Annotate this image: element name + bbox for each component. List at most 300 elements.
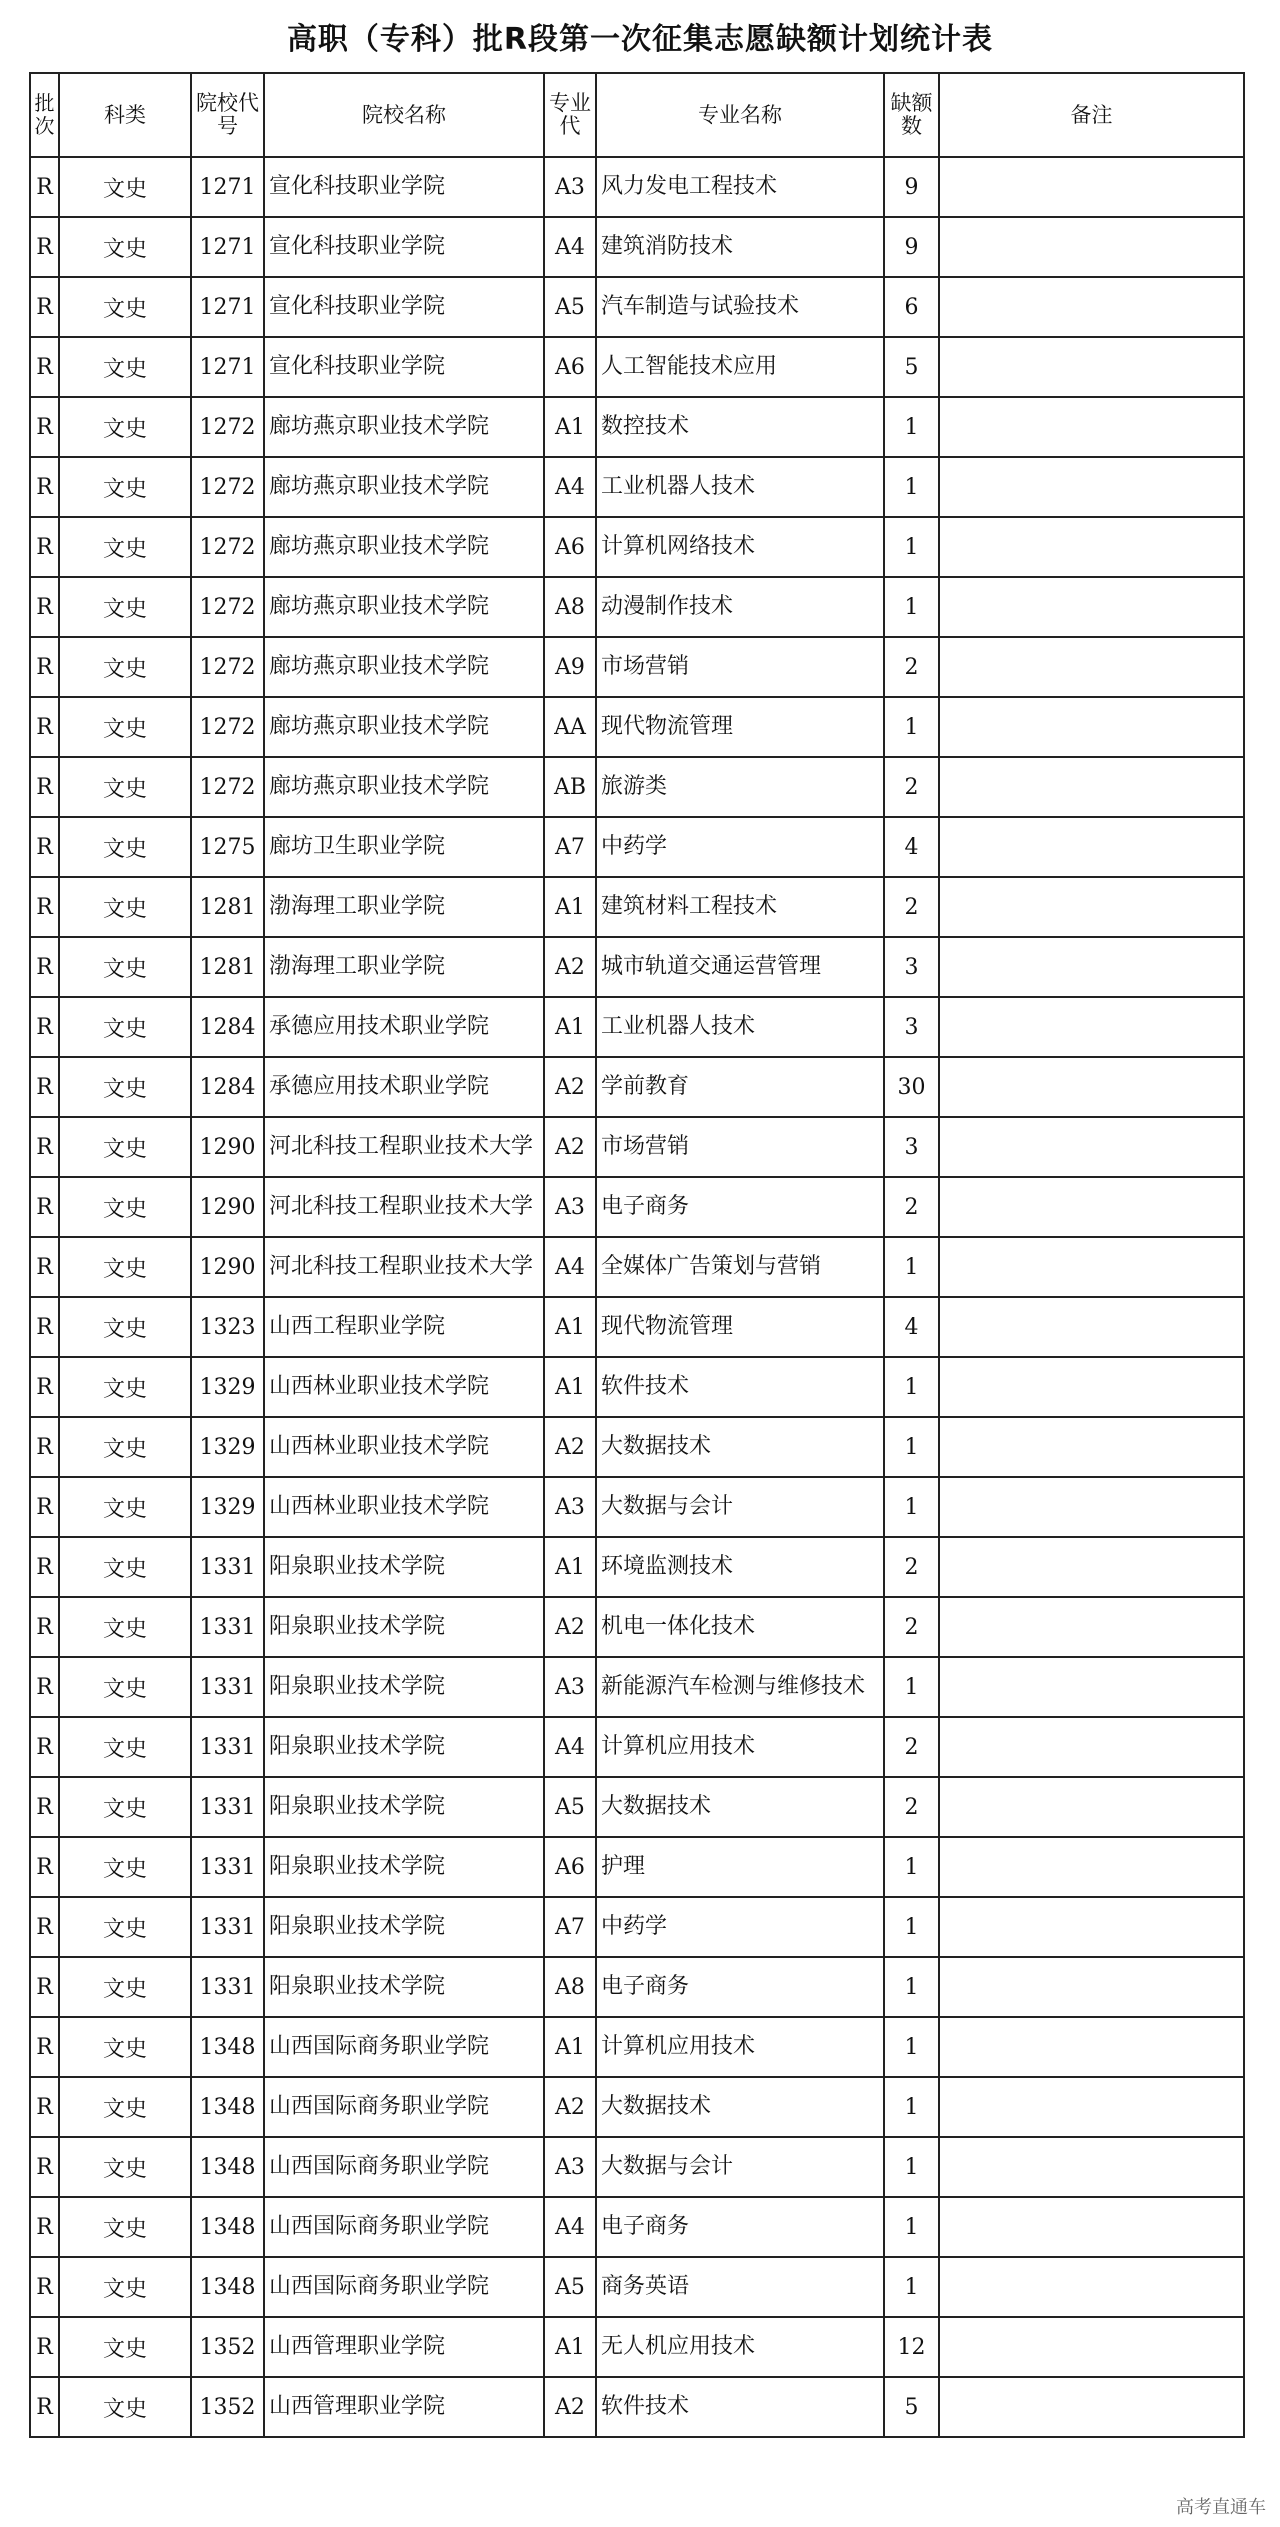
table-row [30, 2137, 1244, 2197]
cell-major-code: A5 [544, 2257, 596, 2317]
cell-vacancy: 2 [884, 877, 939, 937]
cell-category: 文史 [59, 457, 191, 517]
cell-category: 文史 [59, 2197, 191, 2257]
cell-major-name: 风力发电工程技术 [596, 157, 884, 217]
cell-major-code: A4 [544, 217, 596, 277]
cell-note [939, 397, 1244, 457]
cell-category: 文史 [59, 1537, 191, 1597]
cell-note [939, 1717, 1244, 1777]
cell-major-code: A3 [544, 157, 596, 217]
cell-major-name: 大数据技术 [596, 1777, 884, 1837]
cell-note [939, 1357, 1244, 1417]
table-row [30, 577, 1244, 637]
cell-vacancy: 5 [884, 2377, 939, 2437]
table-row [30, 517, 1244, 577]
cell-batch: R [30, 697, 59, 757]
cell-school-code: 1329 [191, 1417, 264, 1477]
cell-school-name: 山西国际商务职业学院 [264, 2077, 544, 2137]
cell-batch: R [30, 457, 59, 517]
cell-school-code: 1352 [191, 2377, 264, 2437]
cell-school-name: 山西国际商务职业学院 [264, 2197, 544, 2257]
cell-vacancy: 9 [884, 157, 939, 217]
cell-category: 文史 [59, 817, 191, 877]
cell-major-code: A3 [544, 1477, 596, 1537]
header-category: 科类 [59, 73, 191, 157]
cell-vacancy: 1 [884, 2197, 939, 2257]
cell-school-name: 山西林业职业技术学院 [264, 1357, 544, 1417]
cell-note [939, 1897, 1244, 1957]
cell-batch: R [30, 877, 59, 937]
table-row [30, 2017, 1244, 2077]
cell-category: 文史 [59, 877, 191, 937]
cell-school-code: 1331 [191, 1597, 264, 1657]
cell-school-name: 阳泉职业技术学院 [264, 1777, 544, 1837]
cell-school-code: 1271 [191, 277, 264, 337]
cell-vacancy: 1 [884, 517, 939, 577]
cell-vacancy: 12 [884, 2317, 939, 2377]
cell-note [939, 637, 1244, 697]
cell-category: 文史 [59, 997, 191, 1057]
table-row [30, 1897, 1244, 1957]
cell-major-code: A3 [544, 2137, 596, 2197]
cell-school-name: 廊坊燕京职业技术学院 [264, 517, 544, 577]
cell-batch: R [30, 1897, 59, 1957]
cell-school-code: 1271 [191, 337, 264, 397]
cell-vacancy: 2 [884, 1537, 939, 1597]
cell-batch: R [30, 2197, 59, 2257]
cell-major-name: 无人机应用技术 [596, 2317, 884, 2377]
cell-major-code: A2 [544, 1057, 596, 1117]
cell-batch: R [30, 1717, 59, 1777]
cell-school-code: 1331 [191, 1897, 264, 1957]
cell-note [939, 157, 1244, 217]
header-note: 备注 [939, 73, 1244, 157]
cell-major-name: 现代物流管理 [596, 697, 884, 757]
table-row [30, 1837, 1244, 1897]
cell-major-name: 工业机器人技术 [596, 997, 884, 1057]
cell-category: 文史 [59, 1477, 191, 1537]
table-body [30, 157, 1244, 2437]
cell-batch: R [30, 1477, 59, 1537]
cell-vacancy: 2 [884, 637, 939, 697]
cell-major-name: 计算机应用技术 [596, 2017, 884, 2077]
cell-note [939, 997, 1244, 1057]
cell-school-name: 廊坊燕京职业技术学院 [264, 757, 544, 817]
cell-school-code: 1272 [191, 577, 264, 637]
cell-school-name: 河北科技工程职业技术大学 [264, 1177, 544, 1237]
cell-school-code: 1290 [191, 1237, 264, 1297]
cell-vacancy: 3 [884, 1117, 939, 1177]
header-school: 院校名称 [264, 73, 544, 157]
cell-major-name: 软件技术 [596, 1357, 884, 1417]
table-row [30, 1777, 1244, 1837]
cell-note [939, 937, 1244, 997]
cell-batch: R [30, 637, 59, 697]
cell-category: 文史 [59, 397, 191, 457]
cell-category: 文史 [59, 757, 191, 817]
cell-major-name: 数控技术 [596, 397, 884, 457]
cell-batch: R [30, 1657, 59, 1717]
cell-school-name: 山西国际商务职业学院 [264, 2257, 544, 2317]
cell-major-name: 计算机应用技术 [596, 1717, 884, 1777]
table-row [30, 1237, 1244, 1297]
cell-batch: R [30, 1597, 59, 1657]
table-row [30, 1537, 1244, 1597]
cell-school-code: 1290 [191, 1177, 264, 1237]
cell-batch: R [30, 517, 59, 577]
cell-major-code: A6 [544, 337, 596, 397]
cell-category: 文史 [59, 637, 191, 697]
table-row [30, 217, 1244, 277]
cell-batch: R [30, 817, 59, 877]
cell-batch: R [30, 757, 59, 817]
cell-school-name: 承德应用技术职业学院 [264, 997, 544, 1057]
cell-note [939, 817, 1244, 877]
cell-school-code: 1348 [191, 2137, 264, 2197]
cell-major-name: 建筑材料工程技术 [596, 877, 884, 937]
cell-vacancy: 1 [884, 1897, 939, 1957]
cell-major-name: 商务英语 [596, 2257, 884, 2317]
cell-note [939, 1657, 1244, 1717]
cell-note [939, 1117, 1244, 1177]
table-row [30, 1597, 1244, 1657]
cell-note [939, 1297, 1244, 1357]
cell-major-name: 护理 [596, 1837, 884, 1897]
cell-school-code: 1348 [191, 2017, 264, 2077]
header-major-code: 专业代 [544, 73, 596, 157]
table-row [30, 1477, 1244, 1537]
cell-major-code: A7 [544, 1897, 596, 1957]
cell-category: 文史 [59, 1057, 191, 1117]
cell-school-code: 1290 [191, 1117, 264, 1177]
table-row [30, 1297, 1244, 1357]
cell-major-name: 环境监测技术 [596, 1537, 884, 1597]
cell-major-code: A2 [544, 1117, 596, 1177]
cell-category: 文史 [59, 2377, 191, 2437]
cell-batch: R [30, 2137, 59, 2197]
cell-note [939, 337, 1244, 397]
table-row [30, 937, 1244, 997]
cell-vacancy: 4 [884, 1297, 939, 1357]
cell-vacancy: 1 [884, 397, 939, 457]
cell-vacancy: 2 [884, 1177, 939, 1237]
cell-major-name: 建筑消防技术 [596, 217, 884, 277]
cell-school-code: 1272 [191, 757, 264, 817]
table-row [30, 637, 1244, 697]
table-row [30, 817, 1244, 877]
cell-note [939, 1417, 1244, 1477]
cell-category: 文史 [59, 157, 191, 217]
cell-vacancy: 1 [884, 1417, 939, 1477]
cell-major-code: A8 [544, 577, 596, 637]
cell-school-code: 1331 [191, 1837, 264, 1897]
cell-school-name: 山西管理职业学院 [264, 2377, 544, 2437]
cell-note [939, 877, 1244, 937]
cell-school-name: 阳泉职业技术学院 [264, 1897, 544, 1957]
table-row [30, 277, 1244, 337]
table-row [30, 1717, 1244, 1777]
cell-major-name: 大数据与会计 [596, 1477, 884, 1537]
cell-school-name: 阳泉职业技术学院 [264, 1957, 544, 2017]
cell-major-name: 机电一体化技术 [596, 1597, 884, 1657]
cell-major-code: A1 [544, 2317, 596, 2377]
cell-major-code: AB [544, 757, 596, 817]
cell-major-name: 新能源汽车检测与维修技术 [596, 1657, 884, 1717]
table-row [30, 877, 1244, 937]
table-row [30, 2197, 1244, 2257]
cell-major-name: 电子商务 [596, 1957, 884, 2017]
cell-school-code: 1331 [191, 1717, 264, 1777]
cell-major-name: 电子商务 [596, 2197, 884, 2257]
cell-category: 文史 [59, 1897, 191, 1957]
cell-major-code: A4 [544, 1717, 596, 1777]
cell-major-name: 汽车制造与试验技术 [596, 277, 884, 337]
cell-school-name: 廊坊燕京职业技术学院 [264, 457, 544, 517]
cell-school-code: 1284 [191, 997, 264, 1057]
cell-major-code: AA [544, 697, 596, 757]
cell-school-name: 阳泉职业技术学院 [264, 1597, 544, 1657]
cell-note [939, 1537, 1244, 1597]
cell-note [939, 577, 1244, 637]
cell-note [939, 1777, 1244, 1837]
cell-note [939, 757, 1244, 817]
cell-major-code: A5 [544, 277, 596, 337]
cell-school-code: 1348 [191, 2197, 264, 2257]
cell-major-name: 全媒体广告策划与营销 [596, 1237, 884, 1297]
cell-school-name: 承德应用技术职业学院 [264, 1057, 544, 1117]
cell-major-code: A4 [544, 2197, 596, 2257]
cell-vacancy: 1 [884, 1237, 939, 1297]
cell-category: 文史 [59, 517, 191, 577]
cell-category: 文史 [59, 1597, 191, 1657]
cell-vacancy: 1 [884, 1357, 939, 1417]
cell-note [939, 1177, 1244, 1237]
cell-school-name: 山西管理职业学院 [264, 2317, 544, 2377]
table-row [30, 1117, 1244, 1177]
cell-major-code: A6 [544, 517, 596, 577]
cell-note [939, 1057, 1244, 1117]
cell-major-name: 旅游类 [596, 757, 884, 817]
cell-school-code: 1272 [191, 397, 264, 457]
cell-batch: R [30, 1297, 59, 1357]
cell-category: 文史 [59, 2257, 191, 2317]
cell-major-code: A1 [544, 997, 596, 1057]
cell-vacancy: 1 [884, 2077, 939, 2137]
cell-major-code: A2 [544, 937, 596, 997]
table-row [30, 1057, 1244, 1117]
table-row [30, 697, 1244, 757]
table-row [30, 2377, 1244, 2437]
cell-batch: R [30, 1117, 59, 1177]
cell-batch: R [30, 277, 59, 337]
cell-batch: R [30, 1837, 59, 1897]
cell-major-code: A4 [544, 457, 596, 517]
cell-batch: R [30, 2077, 59, 2137]
cell-major-code: A1 [544, 877, 596, 937]
cell-major-name: 工业机器人技术 [596, 457, 884, 517]
cell-batch: R [30, 2017, 59, 2077]
cell-batch: R [30, 2377, 59, 2437]
cell-major-code: A2 [544, 2377, 596, 2437]
cell-school-name: 廊坊燕京职业技术学院 [264, 397, 544, 457]
table-row [30, 2257, 1244, 2317]
cell-note [939, 1597, 1244, 1657]
cell-vacancy: 9 [884, 217, 939, 277]
cell-batch: R [30, 1417, 59, 1477]
cell-school-name: 廊坊燕京职业技术学院 [264, 577, 544, 637]
cell-major-code: A3 [544, 1177, 596, 1237]
cell-major-code: A1 [544, 2017, 596, 2077]
cell-vacancy: 1 [884, 577, 939, 637]
cell-category: 文史 [59, 217, 191, 277]
cell-category: 文史 [59, 1417, 191, 1477]
table-row [30, 157, 1244, 217]
header-major: 专业名称 [596, 73, 884, 157]
cell-batch: R [30, 997, 59, 1057]
cell-school-code: 1275 [191, 817, 264, 877]
cell-batch: R [30, 1357, 59, 1417]
cell-batch: R [30, 157, 59, 217]
cell-vacancy: 1 [884, 1657, 939, 1717]
cell-category: 文史 [59, 277, 191, 337]
table-row [30, 1417, 1244, 1477]
cell-school-name: 廊坊燕京职业技术学院 [264, 697, 544, 757]
cell-vacancy: 30 [884, 1057, 939, 1117]
table-header-row [30, 73, 1244, 157]
cell-note [939, 1477, 1244, 1537]
cell-batch: R [30, 397, 59, 457]
cell-category: 文史 [59, 1717, 191, 1777]
cell-vacancy: 6 [884, 277, 939, 337]
cell-school-name: 宣化科技职业学院 [264, 217, 544, 277]
cell-note [939, 2017, 1244, 2077]
cell-major-code: A6 [544, 1837, 596, 1897]
cell-school-code: 1272 [191, 457, 264, 517]
cell-category: 文史 [59, 937, 191, 997]
cell-school-code: 1271 [191, 217, 264, 277]
cell-note [939, 1237, 1244, 1297]
cell-school-code: 1348 [191, 2077, 264, 2137]
cell-category: 文史 [59, 697, 191, 757]
cell-vacancy: 4 [884, 817, 939, 877]
cell-major-name: 学前教育 [596, 1057, 884, 1117]
cell-school-name: 山西国际商务职业学院 [264, 2017, 544, 2077]
cell-vacancy: 1 [884, 457, 939, 517]
cell-note [939, 217, 1244, 277]
cell-batch: R [30, 1537, 59, 1597]
cell-major-name: 电子商务 [596, 1177, 884, 1237]
cell-major-code: A2 [544, 1417, 596, 1477]
cell-category: 文史 [59, 1237, 191, 1297]
cell-category: 文史 [59, 2137, 191, 2197]
cell-note [939, 517, 1244, 577]
cell-batch: R [30, 1777, 59, 1837]
cell-major-name: 城市轨道交通运营管理 [596, 937, 884, 997]
cell-vacancy: 5 [884, 337, 939, 397]
cell-school-name: 阳泉职业技术学院 [264, 1837, 544, 1897]
cell-category: 文史 [59, 2017, 191, 2077]
watermark: 高考直通车 [1176, 2497, 1266, 2518]
cell-vacancy: 3 [884, 997, 939, 1057]
cell-batch: R [30, 217, 59, 277]
cell-category: 文史 [59, 1357, 191, 1417]
cell-note [939, 2137, 1244, 2197]
cell-category: 文史 [59, 1297, 191, 1357]
cell-note [939, 2077, 1244, 2137]
cell-batch: R [30, 1057, 59, 1117]
cell-major-name: 大数据技术 [596, 1417, 884, 1477]
cell-category: 文史 [59, 1657, 191, 1717]
table-row [30, 457, 1244, 517]
cell-school-name: 山西工程职业学院 [264, 1297, 544, 1357]
table-row [30, 757, 1244, 817]
cell-vacancy: 1 [884, 2257, 939, 2317]
cell-vacancy: 2 [884, 1777, 939, 1837]
cell-note [939, 697, 1244, 757]
cell-note [939, 2257, 1244, 2317]
cell-note [939, 457, 1244, 517]
table-row [30, 1357, 1244, 1417]
cell-vacancy: 2 [884, 1717, 939, 1777]
cell-school-name: 河北科技工程职业技术大学 [264, 1117, 544, 1177]
cell-vacancy: 1 [884, 1957, 939, 2017]
cell-school-name: 阳泉职业技术学院 [264, 1537, 544, 1597]
cell-major-code: A5 [544, 1777, 596, 1837]
table-row [30, 337, 1244, 397]
cell-category: 文史 [59, 2077, 191, 2137]
cell-major-code: A1 [544, 1297, 596, 1357]
cell-major-name: 市场营销 [596, 1117, 884, 1177]
cell-school-name: 山西国际商务职业学院 [264, 2137, 544, 2197]
cell-note [939, 277, 1244, 337]
cell-batch: R [30, 1957, 59, 2017]
cell-major-code: A2 [544, 2077, 596, 2137]
cell-note [939, 2197, 1244, 2257]
cell-major-name: 中药学 [596, 1897, 884, 1957]
cell-note [939, 1837, 1244, 1897]
cell-school-name: 宣化科技职业学院 [264, 157, 544, 217]
cell-note [939, 2317, 1244, 2377]
cell-school-code: 1331 [191, 1957, 264, 2017]
cell-category: 文史 [59, 1177, 191, 1237]
cell-major-code: A1 [544, 397, 596, 457]
cell-batch: R [30, 2317, 59, 2377]
cell-school-code: 1284 [191, 1057, 264, 1117]
cell-school-code: 1281 [191, 937, 264, 997]
cell-school-name: 河北科技工程职业技术大学 [264, 1237, 544, 1297]
cell-vacancy: 1 [884, 1837, 939, 1897]
table-row [30, 2317, 1244, 2377]
cell-school-code: 1281 [191, 877, 264, 937]
cell-batch: R [30, 937, 59, 997]
cell-vacancy: 3 [884, 937, 939, 997]
cell-school-name: 廊坊燕京职业技术学院 [264, 637, 544, 697]
table-row [30, 1657, 1244, 1717]
cell-category: 文史 [59, 577, 191, 637]
cell-batch: R [30, 337, 59, 397]
cell-major-name: 现代物流管理 [596, 1297, 884, 1357]
cell-major-name: 人工智能技术应用 [596, 337, 884, 397]
cell-school-code: 1272 [191, 637, 264, 697]
cell-major-code: A2 [544, 1597, 596, 1657]
table-row [30, 997, 1244, 1057]
cell-major-name: 计算机网络技术 [596, 517, 884, 577]
cell-category: 文史 [59, 1837, 191, 1897]
cell-school-name: 渤海理工职业学院 [264, 877, 544, 937]
table-row [30, 1177, 1244, 1237]
table-row [30, 397, 1244, 457]
page-title: 高职（专科）批R段第一次征集志愿缺额计划统计表 [286, 22, 994, 57]
